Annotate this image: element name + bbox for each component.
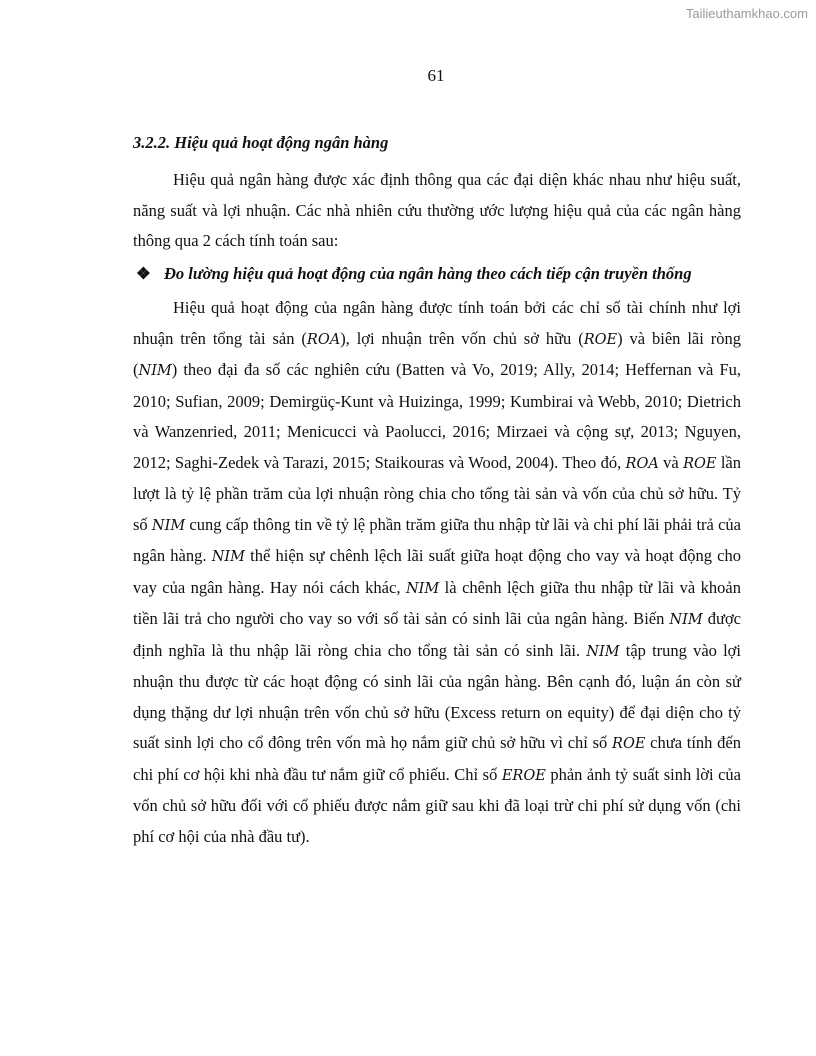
math-nim: 𝑁𝐼𝑀 bbox=[138, 363, 172, 379]
body-paragraph bbox=[133, 293, 741, 852]
math-nim: 𝑁𝐼𝑀 bbox=[151, 517, 186, 534]
math-nim: 𝑁𝐼𝑀 bbox=[586, 643, 620, 660]
text-run: là chênh lệch giữa thu nhập từ lãi và khoản tiền lãi trả cho người cho vay so với số tài sản có sinh lãi của ngân hàng. Biến bbox=[133, 577, 741, 628]
bullet-heading bbox=[136, 264, 746, 284]
bullet-heading-text: Đo lường hiệu quả hoạt động của ngân hàng theo cách tiếp cận truyền thống bbox=[164, 264, 692, 283]
text-run: cung cấp thông tin về tỷ lệ phần trăm giữa thu nhập từ lãi và chi phí lãi phải trả của ngân hàng. bbox=[133, 514, 741, 565]
math-nim: 𝑁𝐼𝑀 bbox=[669, 612, 703, 628]
intro-paragraph: Hiệu quả ngân hàng được xác định thông qua các đại diện khác nhau như hiệu suất, năng suất và lợi nhuận. Các nhà nhiên cứu thường ước lượng hiệu quả của các ngân hàng thông qua 2 cách tính toán sau: bbox=[133, 170, 741, 250]
math-roe: 𝑅𝑂𝐸 bbox=[683, 455, 717, 472]
math-roa: 𝑅𝑂𝐴 bbox=[306, 331, 341, 348]
watermark: Tailieuthamkhao.com bbox=[685, 6, 808, 21]
text-run: lần lượt là tỷ lệ phần trăm của lợi nhuận ròng chia cho tổng tài sản và vốn của chủ sở hữu. Tỷ số bbox=[133, 452, 741, 534]
page-number: 61 bbox=[427, 66, 445, 85]
math-roe: 𝑅𝑂𝐸 bbox=[612, 736, 646, 752]
section-heading: 3.2.2. Hiệu quả hoạt động ngân hàng bbox=[133, 133, 389, 152]
text-run: và bbox=[658, 452, 684, 472]
text-run: thể hiện sự chênh lệch lãi suất giữa hoạt động cho vay và hoạt động cho vay của ngân hàng. Hay nói cách khác, bbox=[133, 546, 741, 597]
math-roe: 𝑅𝑂𝐸 bbox=[583, 331, 618, 348]
math-nim: 𝑁𝐼𝑀 bbox=[211, 549, 245, 565]
text-run: ), lợi nhuận trên vốn chủ sở hữu ( bbox=[340, 328, 584, 348]
text-run: phản ảnh tỷ suất sinh lời của vốn chủ sở hữu đối với cổ phiếu được nắm giữ sau khi đã loại trừ chi phí sử dụng vốn (chi phí cơ hội của nhà đầu tư). bbox=[133, 764, 742, 846]
math-roa: 𝑅𝑂𝐴 bbox=[625, 455, 659, 472]
text-run: tập trung vào lợi nhuận thu được từ các hoạt động có sinh lãi của ngân hàng. Bên cạnh đó, luận án còn sử dụng thặng dư lợi nhuận trên vốn chủ sở hữu (Excess return on equity) để đại diện cho tỷ suất sinh lợi cho cổ đông trên vốn mà họ nắm giữ chủ sở hữu vì chỉ số bbox=[133, 640, 741, 752]
text-run: ) theo đại đa số các nghiên cứu (Batten và Vo, 2019; Ally, 2014; Heffernan và Fu, 2010; Sufian, 2009; Demirgüç-Kunt và Huizinga, 1999; Kumbirai và Webb, 2010; Dietrich và Wanzenried, 2011; Menicucci và Paolucci, 2016; Mirzaei và cộng sự, 2013; Nguyen, 2012; Saghi-Zedek và Tarazi, 2015; Staikouras và Wood, 2004). Theo đó, bbox=[133, 360, 741, 472]
text-run: được định nghĩa là thu nhập lãi ròng chia cho tổng tài sản có sinh lãi. bbox=[133, 609, 741, 660]
text-run: ) và biên lãi ròng ( bbox=[133, 328, 741, 379]
diamond-bullet-icon: ❖ bbox=[136, 264, 151, 283]
math-eroe: 𝐸𝑅𝑂𝐸 bbox=[501, 767, 546, 784]
text-run: Hiệu quả hoạt động của ngân hàng được tính toán bởi các chỉ số tài chính như lợi nhuận trên tổng tài sản ( bbox=[133, 298, 741, 348]
math-nim: 𝑁𝐼𝑀 bbox=[405, 580, 440, 597]
text-run: chưa tính đến chi phí cơ hội khi nhà đầu tư nắm giữ cổ phiếu. Chỉ số bbox=[133, 733, 741, 784]
